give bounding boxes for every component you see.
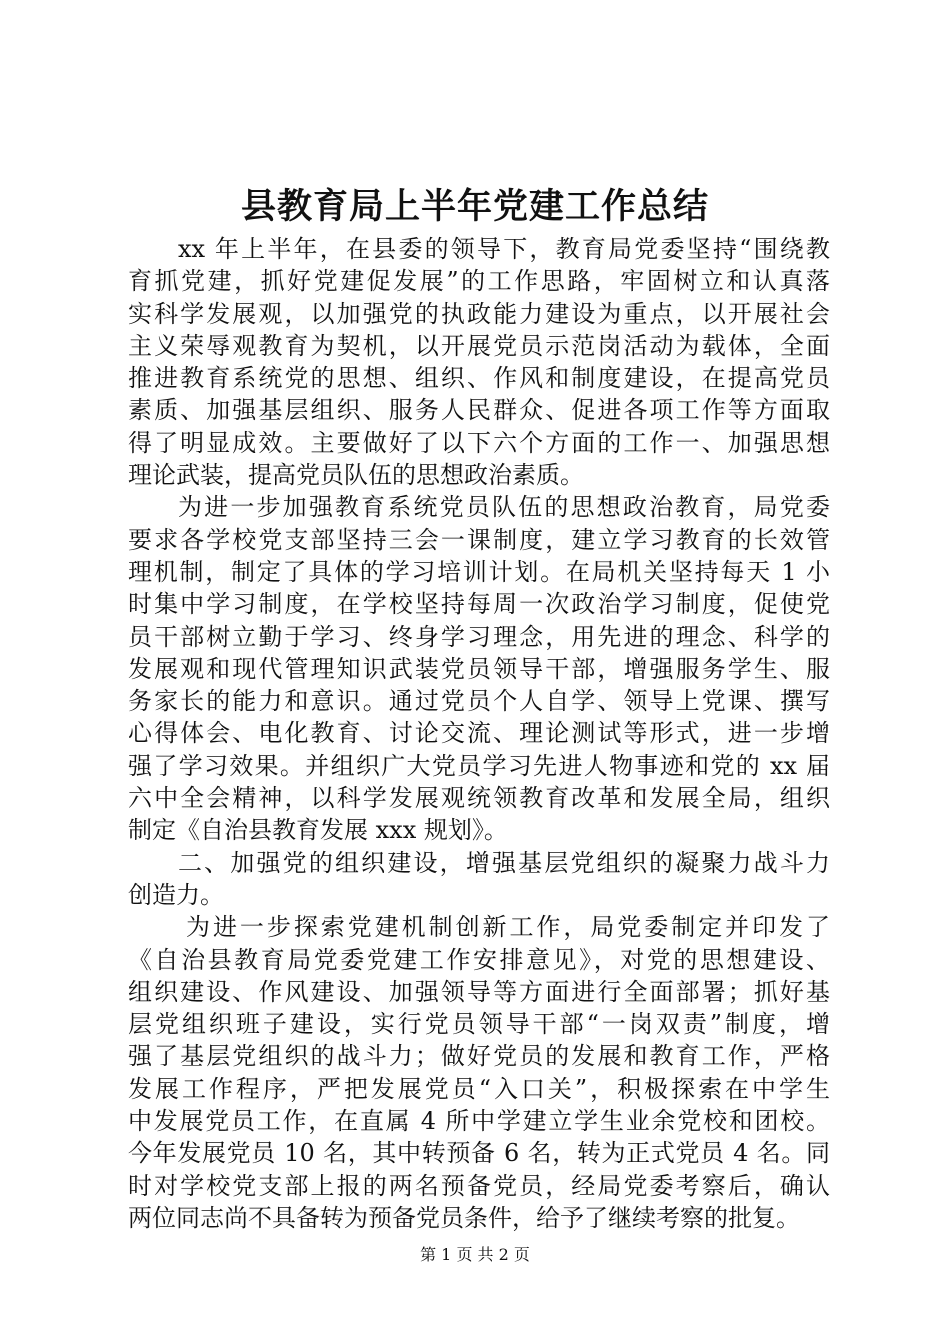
text-line: 理论武装，提高党员队伍的思想政治素质。 — [128, 461, 584, 490]
page-footer: 第 1 页 共 2 页 — [420, 1245, 530, 1264]
text-line: 组织建设、作风建设、加强领导等方面进行全面部署；抓好基 — [128, 977, 830, 1006]
text-line: 强了学习效果。并组织广大党员学习先进人物事迹和党的 xx 届 — [128, 751, 830, 780]
text-line: 今年发展党员 10 名，其中转预备 6 名，转为正式党员 4 名。同 — [128, 1139, 830, 1168]
text-line: 发展工作程序，严把发展党员“入口关”，积极探索在中学生 — [128, 1074, 830, 1103]
text-line: 时对学校党支部上报的两名预备党员，经局党委考察后，确认 — [128, 1171, 830, 1200]
section-heading: 二、加强党的组织建设，增强基层党组织的凝聚力战斗力 — [178, 848, 830, 877]
text-line: 层党组织班子建设，实行党员领导干部“一岗双责”制度，增 — [128, 1010, 830, 1039]
text-line: 推进教育系统党的思想、组织、作风和制度建设，在提高党员 — [128, 364, 830, 393]
text-line: 两位同志尚不具备转为预备党员条件，给予了继续考察的批复。 — [128, 1203, 800, 1232]
text-line: 时集中学习制度，在学校坚持每周一次政治学习制度，促使党 — [128, 590, 830, 619]
text-line: 六中全会精神，以科学发展观统领教育改革和发展全局，组织 — [128, 784, 830, 813]
text-line: 要求各学校党支部坚持三会一课制度，建立学习教育的长效管 — [128, 525, 830, 554]
text-line: 主义荣辱观教育为契机，以开展党员示范岗活动为载体，全面 — [128, 331, 830, 360]
text-line: 员干部树立勤于学习、终身学习理念，用先进的理念、科学的 — [128, 622, 830, 651]
text-line: 中发展党员工作，在直属 4 所中学建立学生业余党校和团校。 — [128, 1107, 830, 1136]
document-title: 县教育局上半年党建工作总结 — [240, 186, 709, 227]
section-heading: 创造力。 — [128, 880, 224, 909]
text-line: 为进一步加强教育系统党员队伍的思想政治教育，局党委 — [178, 493, 830, 522]
text-line: 育抓党建，抓好党建促发展”的工作思路，牢固树立和认真落 — [128, 267, 830, 296]
text-line: 素质、加强基层组织、服务人民群众、促进各项工作等方面取 — [128, 396, 830, 425]
text-line: 心得体会、电化教育、讨论交流、理论测试等形式，进一步增 — [128, 719, 830, 748]
text-line: 制定《自治县教育发展 xxx 规划》。 — [128, 816, 508, 845]
text-line: 理机制，制定了具体的学习培训计划。在局机关坚持每天 1 小 — [128, 557, 830, 586]
text-line: 务家长的能力和意识。通过党员个人自学、领导上党课、撰写 — [128, 687, 830, 716]
text-line: xx 年上半年，在县委的领导下，教育局党委坚持“围绕教 — [178, 235, 830, 263]
text-line: 《自治县教育局党委党建工作安排意见》，对党的思想建设、 — [128, 945, 830, 974]
document-body — [128, 233, 830, 1234]
text-line: 为进一步探索党建机制创新工作，局党委制定并印发了 — [186, 913, 830, 942]
text-line: 发展观和现代管理知识武装党员领导干部，增强服务学生、服 — [128, 654, 830, 683]
text-line: 实科学发展观，以加强党的执政能力建设为重点，以开展社会 — [128, 299, 830, 328]
text-line: 得了明显成效。主要做好了以下六个方面的工作一、加强思想 — [128, 428, 830, 457]
text-line: 强了基层党组织的战斗力；做好党员的发展和教育工作，严格 — [128, 1042, 830, 1071]
